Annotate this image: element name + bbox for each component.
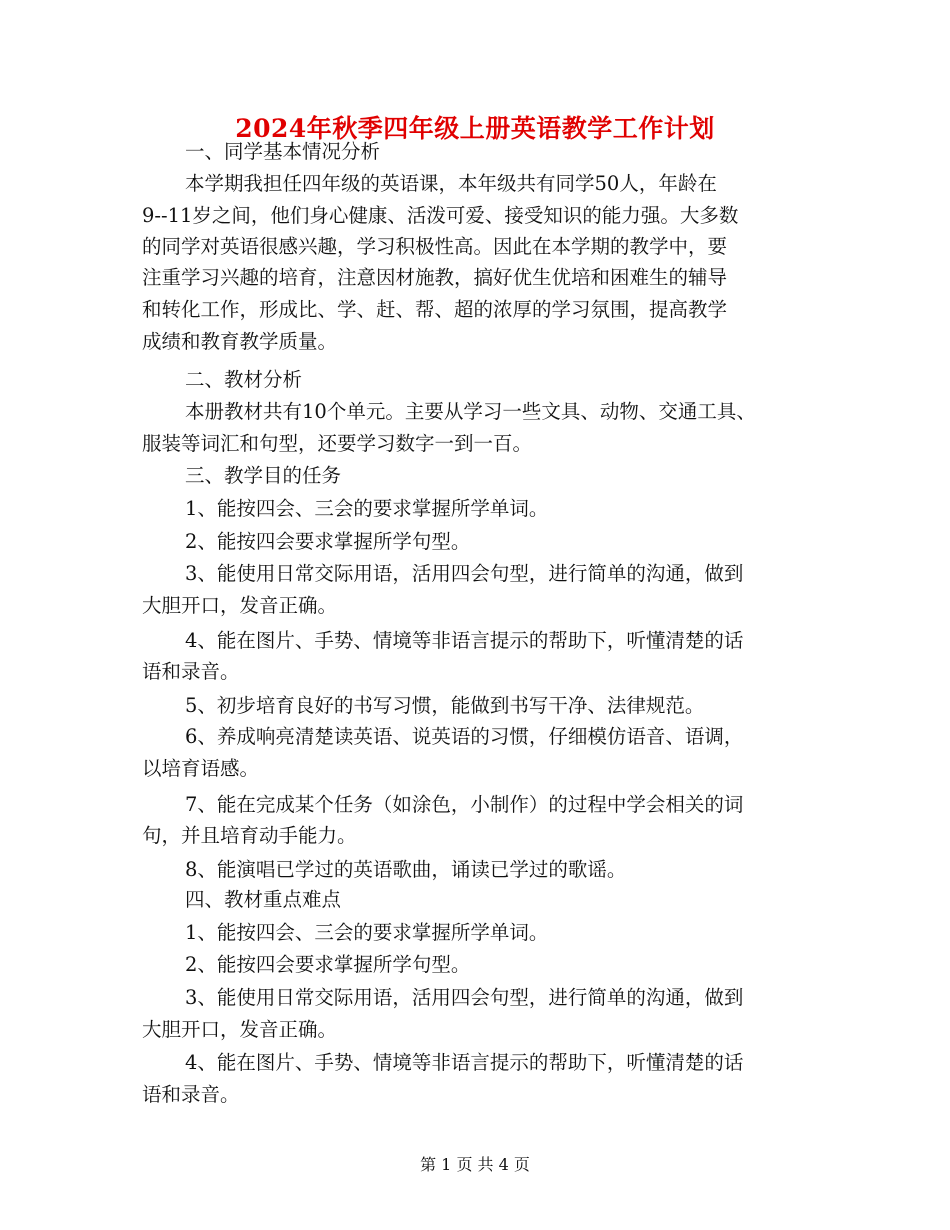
document-line: 二、教材分析	[185, 368, 303, 391]
document-line: 语和录音。	[142, 660, 240, 683]
document-line: 6、养成响亮清楚读英语、说英语的习惯，仔细模仿语音、语调，	[185, 725, 744, 748]
document-line: 8、能演唱已学过的英语歌曲，诵读已学过的歌谣。	[185, 858, 627, 881]
document-line: 和转化工作，形成比、学、赶、帮、超的浓厚的学习氛围，提高教学	[142, 298, 728, 321]
document-line: 2、能按四会要求掌握所学句型。	[185, 530, 471, 553]
document-line: 本册教材共有10个单元。主要从学习一些文具、动物、交通工具、	[185, 400, 756, 423]
document-line: 一、同学基本情况分析	[185, 140, 381, 163]
document-line: 句，并且培育动手能力。	[142, 824, 357, 847]
document-line: 2、能按四会要求掌握所学句型。	[185, 953, 471, 976]
document-line: 1、能按四会、三会的要求掌握所学单词。	[185, 921, 549, 944]
document-line: 四、教材重点难点	[185, 888, 342, 911]
document-line: 5、初步培育良好的书写习惯，能做到书写干净、法律规范。	[185, 694, 705, 717]
document-line: 1、能按四会、三会的要求掌握所学单词。	[185, 497, 549, 520]
document-line: 3、能使用日常交际用语，活用四会句型，进行简单的沟通，做到	[185, 986, 744, 1009]
document-title: 2024年秋季四年级上册英语教学工作计划	[235, 114, 715, 143]
document-line: 注重学习兴趣的培育，注意因材施教，搞好优生优培和困难生的辅导	[142, 266, 728, 289]
document-line: 的同学对英语很感兴趣，学习积极性高。因此在本学期的教学中，要	[142, 235, 728, 258]
document-line: 9--11岁之间，他们身心健康、活泼可爱、接受知识的能力强。大多数	[142, 204, 739, 227]
document-line: 服装等词汇和句型，还要学习数字一到一百。	[142, 432, 533, 455]
document-line: 大胆开口，发音正确。	[142, 1018, 338, 1041]
page-footer: 第 1 页 共 4 页	[420, 1155, 530, 1174]
document-line: 7、能在完成某个任务（如涂色，小制作）的过程中学会相关的词	[185, 793, 744, 816]
document-line: 大胆开口，发音正确。	[142, 594, 338, 617]
document-line: 4、能在图片、手势、情境等非语言提示的帮助下，听懂清楚的话	[185, 1051, 744, 1074]
document-line: 三、教学目的任务	[185, 464, 342, 487]
document-line: 3、能使用日常交际用语，活用四会句型，进行简单的沟通，做到	[185, 562, 744, 585]
document-line: 以培育语感。	[142, 757, 260, 780]
document-line: 4、能在图片、手势、情境等非语言提示的帮助下，听懂清楚的话	[185, 629, 744, 652]
document-line: 语和录音。	[142, 1083, 240, 1106]
document-line: 本学期我担任四年级的英语课，本年级共有同学50人，年龄在	[185, 172, 717, 195]
document-line: 成绩和教育教学质量。	[142, 330, 338, 353]
